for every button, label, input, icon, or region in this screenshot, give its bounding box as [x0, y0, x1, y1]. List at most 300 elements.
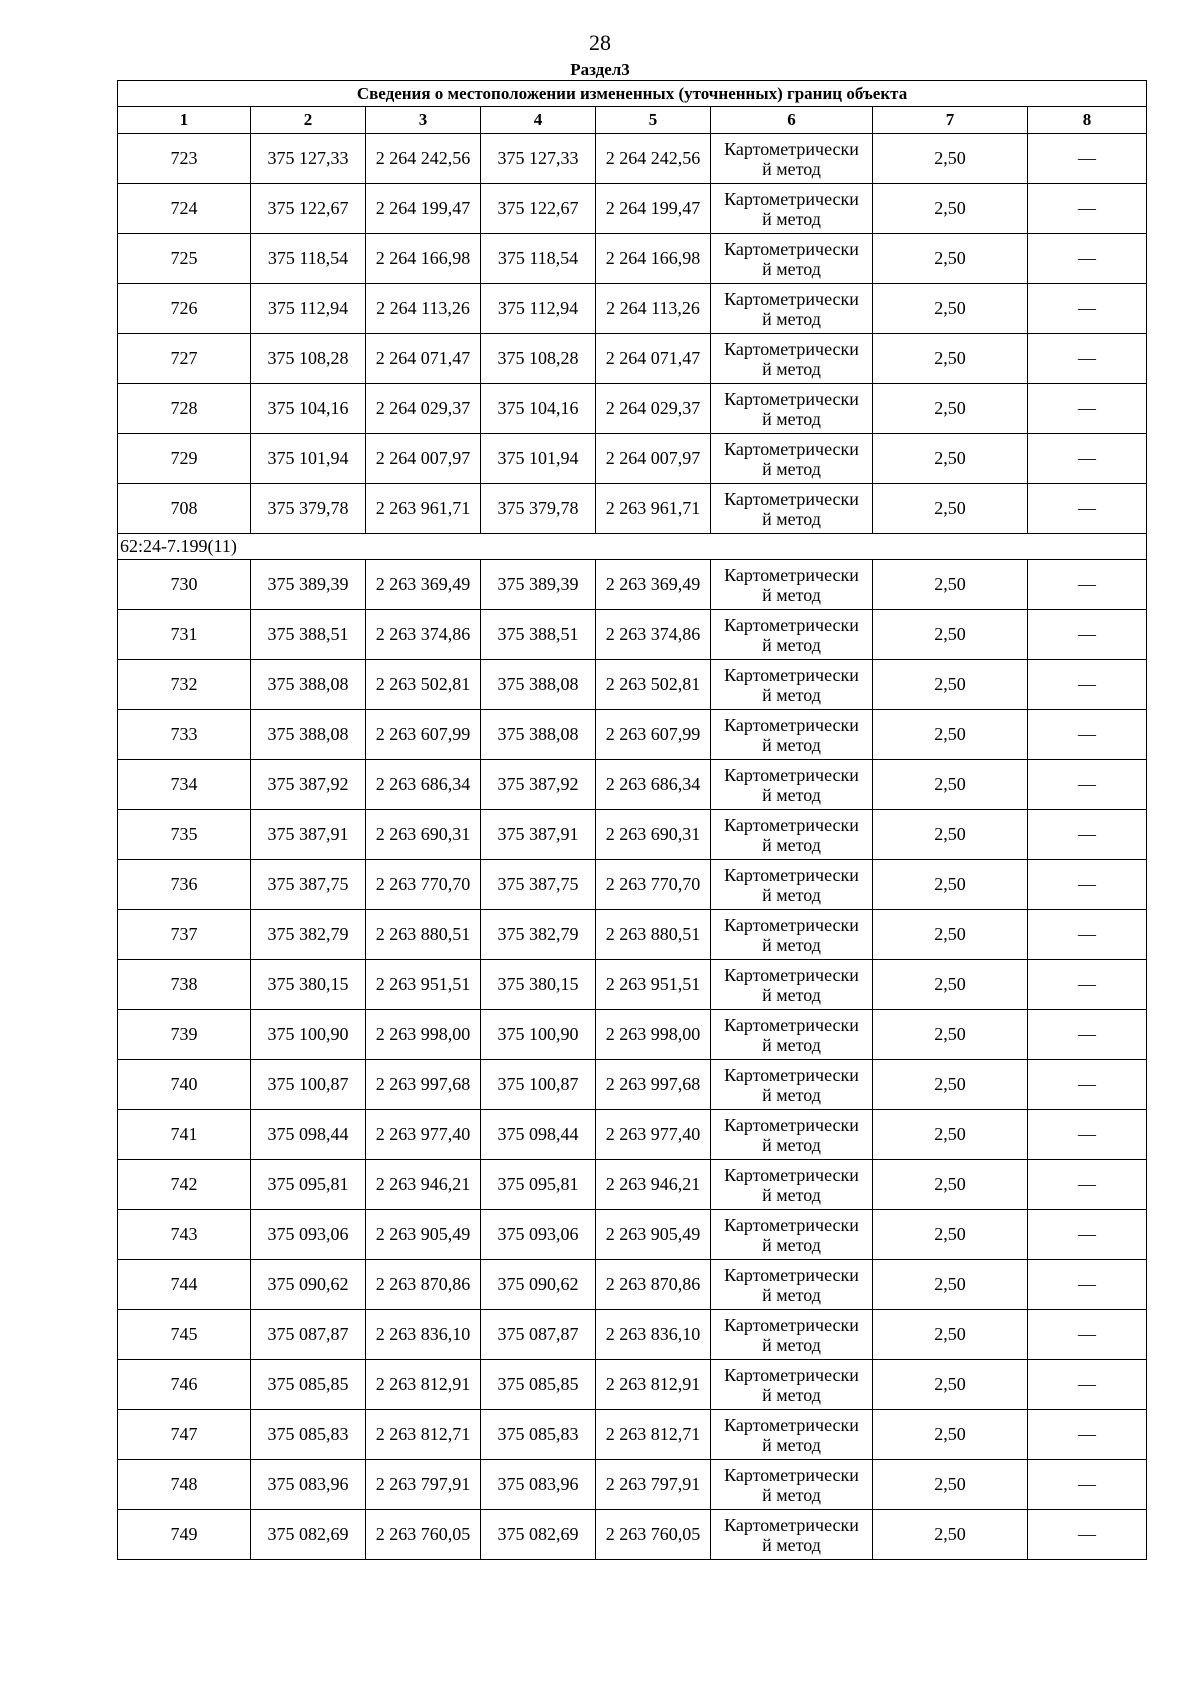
y-new-cell: 2 263 607,99: [596, 710, 711, 760]
x-existing-cell: 375 100,90: [251, 1010, 366, 1060]
method-text-line: Картометрически: [724, 764, 859, 785]
method-text-line: й метод: [762, 258, 821, 279]
method-text-line: Картометрически: [724, 138, 859, 159]
y-existing-cell: 2 264 029,37: [366, 384, 481, 434]
x-existing-cell: 375 087,87: [251, 1310, 366, 1360]
method-cell: [711, 1410, 873, 1460]
x-new-cell: 375 100,90: [481, 1010, 596, 1060]
x-existing-cell: 375 387,75: [251, 860, 366, 910]
description-cell: —: [1028, 1260, 1147, 1310]
x-existing-cell: 375 389,39: [251, 560, 366, 610]
point-number-cell: 726: [118, 284, 251, 334]
description-cell: —: [1028, 334, 1147, 384]
method-text-line: Картометрически: [724, 1364, 859, 1385]
description-cell: —: [1028, 1060, 1147, 1110]
method-text-line: Картометрически: [724, 188, 859, 209]
method-text-line: Картометрически: [724, 238, 859, 259]
method-text-line: Картометрически: [724, 1314, 859, 1335]
description-cell: —: [1028, 910, 1147, 960]
precision-cell: 2,50: [873, 1160, 1028, 1210]
method-cell: [711, 134, 873, 184]
method-cell: [711, 1210, 873, 1260]
method-text-line: й метод: [762, 208, 821, 229]
y-existing-cell: 2 263 690,31: [366, 810, 481, 860]
table-row: [118, 810, 1147, 860]
x-new-cell: 375 379,78: [481, 484, 596, 534]
method-cell: [711, 484, 873, 534]
table-row: [118, 1060, 1147, 1110]
precision-cell: 2,50: [873, 1060, 1028, 1110]
y-existing-cell: 2 264 071,47: [366, 334, 481, 384]
method-cell: [711, 1360, 873, 1410]
table-row: [118, 560, 1147, 610]
y-new-cell: 2 263 770,70: [596, 860, 711, 910]
method-text-line: й метод: [762, 684, 821, 705]
column-header: 2: [251, 107, 366, 134]
method-text-line: Картометрически: [724, 864, 859, 885]
y-existing-cell: 2 264 166,98: [366, 234, 481, 284]
table-row: [118, 484, 1147, 534]
method-text-line: й метод: [762, 734, 821, 755]
precision-cell: 2,50: [873, 1010, 1028, 1060]
y-new-cell: 2 263 977,40: [596, 1110, 711, 1160]
method-cell: [711, 610, 873, 660]
y-new-cell: 2 264 242,56: [596, 134, 711, 184]
point-number-cell: 737: [118, 910, 251, 960]
method-text-line: й метод: [762, 1084, 821, 1105]
y-existing-cell: 2 263 502,81: [366, 660, 481, 710]
method-cell: [711, 184, 873, 234]
method-text-line: й метод: [762, 1384, 821, 1405]
x-existing-cell: 375 104,16: [251, 384, 366, 434]
method-text-line: й метод: [762, 458, 821, 479]
y-existing-cell: 2 263 961,71: [366, 484, 481, 534]
x-new-cell: 375 112,94: [481, 284, 596, 334]
x-existing-cell: 375 090,62: [251, 1260, 366, 1310]
method-cell: [711, 860, 873, 910]
description-cell: —: [1028, 184, 1147, 234]
description-cell: —: [1028, 484, 1147, 534]
table-title: Сведения о местоположении измененных (уточненных) границ объекта: [118, 81, 1147, 107]
description-cell: —: [1028, 860, 1147, 910]
method-text-line: Картометрически: [724, 564, 859, 585]
column-header: 8: [1028, 107, 1147, 134]
method-text-line: Картометрически: [724, 388, 859, 409]
precision-cell: 2,50: [873, 1210, 1028, 1260]
point-number-cell: 746: [118, 1360, 251, 1410]
x-new-cell: 375 387,91: [481, 810, 596, 860]
x-existing-cell: 375 387,91: [251, 810, 366, 860]
x-new-cell: 375 104,16: [481, 384, 596, 434]
page-number: 28: [589, 30, 611, 55]
point-number-cell: 734: [118, 760, 251, 810]
y-existing-cell: 2 263 951,51: [366, 960, 481, 1010]
x-new-cell: 375 093,06: [481, 1210, 596, 1260]
point-number-cell: 742: [118, 1160, 251, 1210]
method-text-line: й метод: [762, 984, 821, 1005]
description-cell: —: [1028, 234, 1147, 284]
method-cell: [711, 1260, 873, 1310]
method-cell: [711, 1310, 873, 1360]
y-new-cell: 2 264 113,26: [596, 284, 711, 334]
precision-cell: 2,50: [873, 384, 1028, 434]
method-cell: [711, 1010, 873, 1060]
method-text-line: й метод: [762, 1134, 821, 1155]
method-text-line: й метод: [762, 408, 821, 429]
x-new-cell: 375 083,96: [481, 1460, 596, 1510]
method-text-line: Картометрически: [724, 338, 859, 359]
x-new-cell: 375 127,33: [481, 134, 596, 184]
point-number-cell: 744: [118, 1260, 251, 1310]
point-number-cell: 749: [118, 1510, 251, 1560]
table-row: [118, 1360, 1147, 1410]
method-text-line: й метод: [762, 1184, 821, 1205]
column-header: 7: [873, 107, 1028, 134]
method-cell: [711, 810, 873, 860]
y-existing-cell: 2 263 998,00: [366, 1010, 481, 1060]
x-new-cell: 375 095,81: [481, 1160, 596, 1210]
x-new-cell: 375 388,08: [481, 710, 596, 760]
y-existing-cell: 2 263 369,49: [366, 560, 481, 610]
method-cell: [711, 384, 873, 434]
table-row: [118, 1010, 1147, 1060]
x-existing-cell: 375 387,92: [251, 760, 366, 810]
y-existing-cell: 2 264 242,56: [366, 134, 481, 184]
description-cell: —: [1028, 1410, 1147, 1460]
precision-cell: 2,50: [873, 760, 1028, 810]
x-new-cell: 375 122,67: [481, 184, 596, 234]
method-text-line: й метод: [762, 508, 821, 529]
x-new-cell: 375 382,79: [481, 910, 596, 960]
method-cell: [711, 560, 873, 610]
x-new-cell: 375 101,94: [481, 434, 596, 484]
method-text-line: Картометрически: [724, 814, 859, 835]
point-number-cell: 738: [118, 960, 251, 1010]
method-cell: [711, 1110, 873, 1160]
x-new-cell: 375 085,83: [481, 1410, 596, 1460]
precision-cell: 2,50: [873, 1110, 1028, 1160]
y-existing-cell: 2 263 607,99: [366, 710, 481, 760]
table-row: [118, 134, 1147, 184]
y-existing-cell: 2 263 977,40: [366, 1110, 481, 1160]
x-new-cell: 375 388,08: [481, 660, 596, 710]
precision-cell: 2,50: [873, 134, 1028, 184]
description-cell: —: [1028, 610, 1147, 660]
table-row: [118, 760, 1147, 810]
y-existing-cell: 2 263 797,91: [366, 1460, 481, 1510]
method-text-line: й метод: [762, 934, 821, 955]
x-new-cell: 375 387,75: [481, 860, 596, 910]
precision-cell: 2,50: [873, 610, 1028, 660]
y-new-cell: 2 263 374,86: [596, 610, 711, 660]
column-header: 6: [711, 107, 873, 134]
method-text-line: й метод: [762, 1334, 821, 1355]
method-text-line: Картометрически: [724, 1014, 859, 1035]
x-existing-cell: 375 127,33: [251, 134, 366, 184]
x-new-cell: 375 087,87: [481, 1310, 596, 1360]
precision-cell: 2,50: [873, 1510, 1028, 1560]
y-existing-cell: 2 263 686,34: [366, 760, 481, 810]
x-existing-cell: 375 083,96: [251, 1460, 366, 1510]
table-row: [118, 234, 1147, 284]
column-header: 5: [596, 107, 711, 134]
precision-cell: 2,50: [873, 1410, 1028, 1460]
boundary-coordinates-table: [117, 80, 1147, 1560]
y-new-cell: 2 264 071,47: [596, 334, 711, 384]
point-number-cell: 730: [118, 560, 251, 610]
method-cell: [711, 960, 873, 1010]
precision-cell: 2,50: [873, 1460, 1028, 1510]
point-number-cell: 741: [118, 1110, 251, 1160]
method-text-line: Картометрически: [724, 664, 859, 685]
table-row: [118, 1260, 1147, 1310]
x-existing-cell: 375 085,85: [251, 1360, 366, 1410]
y-new-cell: 2 263 690,31: [596, 810, 711, 860]
y-new-cell: 2 264 166,98: [596, 234, 711, 284]
description-cell: —: [1028, 384, 1147, 434]
point-number-cell: 727: [118, 334, 251, 384]
precision-cell: 2,50: [873, 960, 1028, 1010]
point-number-cell: 747: [118, 1410, 251, 1460]
method-text-line: Картометрически: [724, 438, 859, 459]
precision-cell: 2,50: [873, 484, 1028, 534]
y-new-cell: 2 263 998,00: [596, 1010, 711, 1060]
y-existing-cell: 2 263 812,91: [366, 1360, 481, 1410]
y-new-cell: 2 264 007,97: [596, 434, 711, 484]
precision-cell: 2,50: [873, 434, 1028, 484]
method-cell: [711, 1160, 873, 1210]
description-cell: —: [1028, 134, 1147, 184]
y-new-cell: 2 263 961,71: [596, 484, 711, 534]
description-cell: —: [1028, 1460, 1147, 1510]
method-text-line: Картометрически: [724, 288, 859, 309]
x-existing-cell: 375 101,94: [251, 434, 366, 484]
y-existing-cell: 2 263 880,51: [366, 910, 481, 960]
table-row: [118, 960, 1147, 1010]
method-cell: [711, 660, 873, 710]
x-existing-cell: 375 380,15: [251, 960, 366, 1010]
precision-cell: 2,50: [873, 1260, 1028, 1310]
point-number-cell: 733: [118, 710, 251, 760]
method-text-line: й метод: [762, 784, 821, 805]
x-existing-cell: 375 082,69: [251, 1510, 366, 1560]
precision-cell: 2,50: [873, 284, 1028, 334]
y-existing-cell: 2 264 113,26: [366, 284, 481, 334]
y-existing-cell: 2 264 007,97: [366, 434, 481, 484]
x-existing-cell: 375 118,54: [251, 234, 366, 284]
x-existing-cell: 375 112,94: [251, 284, 366, 334]
table-row: [118, 1110, 1147, 1160]
method-text-line: Картометрически: [724, 1064, 859, 1085]
y-existing-cell: 2 263 812,71: [366, 1410, 481, 1460]
y-new-cell: 2 263 905,49: [596, 1210, 711, 1260]
method-text-line: й метод: [762, 158, 821, 179]
point-number-cell: 740: [118, 1060, 251, 1110]
point-number-cell: 736: [118, 860, 251, 910]
table-row: [118, 710, 1147, 760]
y-new-cell: 2 264 029,37: [596, 384, 711, 434]
table-body: [118, 81, 1147, 1560]
table-row: [118, 434, 1147, 484]
x-new-cell: 375 387,92: [481, 760, 596, 810]
x-new-cell: 375 388,51: [481, 610, 596, 660]
x-new-cell: 375 118,54: [481, 234, 596, 284]
description-cell: —: [1028, 810, 1147, 860]
y-new-cell: 2 263 951,51: [596, 960, 711, 1010]
description-cell: —: [1028, 560, 1147, 610]
method-text-line: й метод: [762, 1434, 821, 1455]
x-existing-cell: 375 122,67: [251, 184, 366, 234]
column-header: 3: [366, 107, 481, 134]
y-existing-cell: 2 263 836,10: [366, 1310, 481, 1360]
x-new-cell: 375 380,15: [481, 960, 596, 1010]
precision-cell: 2,50: [873, 184, 1028, 234]
y-new-cell: 2 263 836,10: [596, 1310, 711, 1360]
x-new-cell: 375 100,87: [481, 1060, 596, 1110]
method-text-line: й метод: [762, 1284, 821, 1305]
y-existing-cell: 2 264 199,47: [366, 184, 481, 234]
table-row: [118, 1210, 1147, 1260]
method-cell: [711, 910, 873, 960]
method-text-line: й метод: [762, 1534, 821, 1555]
precision-cell: 2,50: [873, 334, 1028, 384]
point-number-cell: 725: [118, 234, 251, 284]
x-existing-cell: 375 098,44: [251, 1110, 366, 1160]
x-existing-cell: 375 382,79: [251, 910, 366, 960]
y-new-cell: 2 263 812,71: [596, 1410, 711, 1460]
point-number-cell: 743: [118, 1210, 251, 1260]
point-number-cell: 732: [118, 660, 251, 710]
group-label-row: [118, 534, 1147, 560]
y-new-cell: 2 263 760,05: [596, 1510, 711, 1560]
precision-cell: 2,50: [873, 710, 1028, 760]
method-text-line: й метод: [762, 584, 821, 605]
method-cell: [711, 234, 873, 284]
method-text-line: Картометрически: [724, 1514, 859, 1535]
x-new-cell: 375 085,85: [481, 1360, 596, 1410]
precision-cell: 2,50: [873, 910, 1028, 960]
method-text-line: Картометрически: [724, 714, 859, 735]
y-existing-cell: 2 263 997,68: [366, 1060, 481, 1110]
y-new-cell: 2 263 502,81: [596, 660, 711, 710]
method-text-line: Картометрически: [724, 1464, 859, 1485]
y-existing-cell: 2 263 905,49: [366, 1210, 481, 1260]
point-number-cell: 739: [118, 1010, 251, 1060]
precision-cell: 2,50: [873, 810, 1028, 860]
method-text-line: Картометрически: [724, 1264, 859, 1285]
x-existing-cell: 375 100,87: [251, 1060, 366, 1110]
description-cell: —: [1028, 1110, 1147, 1160]
point-number-cell: 745: [118, 1310, 251, 1360]
table-row: [118, 1510, 1147, 1560]
method-text-line: й метод: [762, 634, 821, 655]
description-cell: —: [1028, 1160, 1147, 1210]
description-cell: —: [1028, 1360, 1147, 1410]
y-existing-cell: 2 263 770,70: [366, 860, 481, 910]
table-row: [118, 860, 1147, 910]
table-row: [118, 910, 1147, 960]
table-row: [118, 610, 1147, 660]
column-header: 4: [481, 107, 596, 134]
y-new-cell: 2 263 997,68: [596, 1060, 711, 1110]
y-existing-cell: 2 263 374,86: [366, 610, 481, 660]
point-number-cell: 729: [118, 434, 251, 484]
x-new-cell: 375 098,44: [481, 1110, 596, 1160]
x-existing-cell: 375 388,08: [251, 660, 366, 710]
method-text-line: й метод: [762, 1234, 821, 1255]
method-text-line: Картометрически: [724, 1164, 859, 1185]
x-existing-cell: 375 388,51: [251, 610, 366, 660]
table-row: [118, 660, 1147, 710]
table-row: [118, 184, 1147, 234]
y-new-cell: 2 263 880,51: [596, 910, 711, 960]
precision-cell: 2,50: [873, 660, 1028, 710]
description-cell: —: [1028, 960, 1147, 1010]
column-header-row: [118, 107, 1147, 134]
description-cell: —: [1028, 660, 1147, 710]
x-existing-cell: 375 379,78: [251, 484, 366, 534]
method-text-line: Картометрически: [724, 1114, 859, 1135]
x-new-cell: 375 082,69: [481, 1510, 596, 1560]
table-row: [118, 384, 1147, 434]
precision-cell: 2,50: [873, 560, 1028, 610]
method-cell: [711, 334, 873, 384]
method-text-line: й метод: [762, 884, 821, 905]
method-text-line: Картометрически: [724, 964, 859, 985]
y-existing-cell: 2 263 870,86: [366, 1260, 481, 1310]
method-cell: [711, 434, 873, 484]
description-cell: —: [1028, 1310, 1147, 1360]
y-existing-cell: 2 263 946,21: [366, 1160, 481, 1210]
table-row: [118, 1460, 1147, 1510]
method-text-line: Картометрически: [724, 488, 859, 509]
description-cell: —: [1028, 710, 1147, 760]
table-row: [118, 334, 1147, 384]
x-new-cell: 375 090,62: [481, 1260, 596, 1310]
point-number-cell: 735: [118, 810, 251, 860]
x-new-cell: 375 108,28: [481, 334, 596, 384]
x-existing-cell: 375 388,08: [251, 710, 366, 760]
table-title-row: [118, 81, 1147, 107]
y-new-cell: 2 263 812,91: [596, 1360, 711, 1410]
method-text-line: Картометрически: [724, 614, 859, 635]
y-new-cell: 2 263 870,86: [596, 1260, 711, 1310]
precision-cell: 2,50: [873, 1360, 1028, 1410]
precision-cell: 2,50: [873, 1310, 1028, 1360]
y-existing-cell: 2 263 760,05: [366, 1510, 481, 1560]
table-row: [118, 1160, 1147, 1210]
method-cell: [711, 284, 873, 334]
method-text-line: Картометрически: [724, 914, 859, 935]
method-text-line: Картометрически: [724, 1414, 859, 1435]
method-cell: [711, 1510, 873, 1560]
y-new-cell: 2 263 686,34: [596, 760, 711, 810]
method-cell: [711, 760, 873, 810]
x-existing-cell: 375 095,81: [251, 1160, 366, 1210]
method-cell: [711, 710, 873, 760]
precision-cell: 2,50: [873, 234, 1028, 284]
table-row: [118, 284, 1147, 334]
point-number-cell: 731: [118, 610, 251, 660]
method-text-line: й метод: [762, 1484, 821, 1505]
description-cell: —: [1028, 1210, 1147, 1260]
method-text-line: Картометрически: [724, 1214, 859, 1235]
description-cell: —: [1028, 1010, 1147, 1060]
y-new-cell: 2 263 797,91: [596, 1460, 711, 1510]
y-new-cell: 2 263 369,49: [596, 560, 711, 610]
table-row: [118, 1310, 1147, 1360]
description-cell: —: [1028, 760, 1147, 810]
